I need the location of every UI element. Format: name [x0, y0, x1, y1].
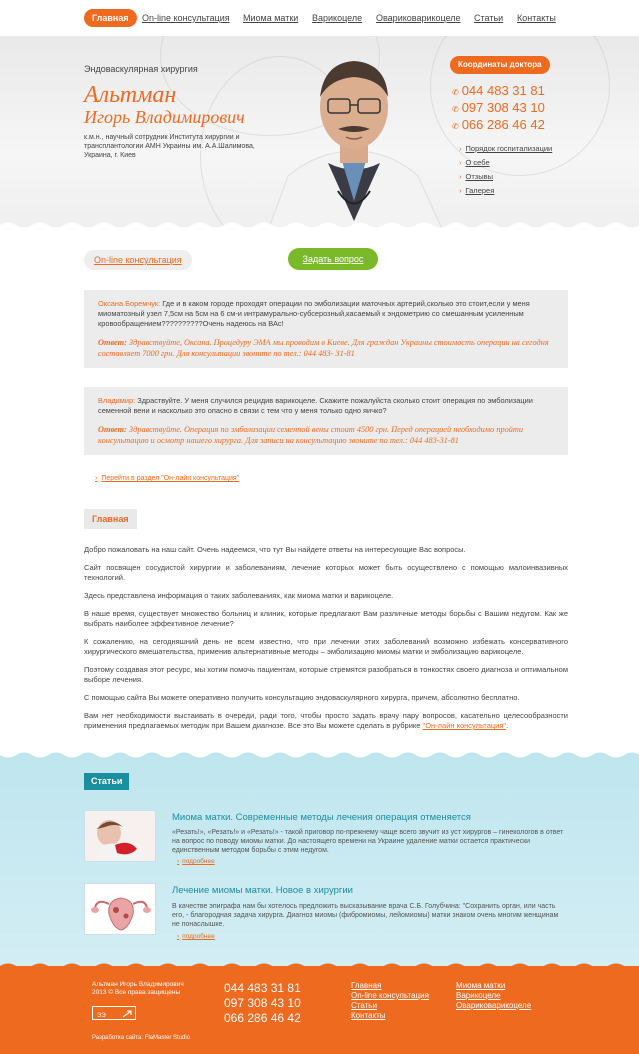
- main-paragraph: К сожалению, на сегодняшний день не всем известно, что при лечении этих заболеваний возможно избежать консервативного хирургического вмешательства, применив альтернативные методы – эмболизацию миомы матки и эмболизацию варикоцеле.: [84, 637, 568, 656]
- doctor-given-name: Игорь Владимирович: [84, 107, 245, 127]
- footer-phone[interactable]: 066 286 46 42: [224, 1011, 301, 1025]
- doctor-coordinates-button[interactable]: Координаты доктора: [450, 56, 550, 74]
- phone-number[interactable]: ✆ 044 483 31 81: [452, 83, 545, 100]
- qa-answer-label: Ответ:: [98, 425, 127, 434]
- main-paragraph: В наше время, существует множество больниц и клиник, которые предлагают Вам различные методы борьбы с Вашим недугом. Как же выбрать наиболее эффективное лечение?: [84, 609, 568, 628]
- link-hospitalization[interactable]: › Порядок госпитализации: [459, 142, 552, 156]
- main-paragraph: Сайт посвящен сосудистой хирургии и заболеваниям, лечение которых может быть осуществлено с помощью малоинвазивных технологий.: [84, 563, 568, 582]
- doctor-photo: [258, 51, 450, 230]
- qa-question-text: Здраствуйте. У меня случился рецидив варикоцеле. Скажите пожалуйста сколько стоит операция по эмболизации семенной вени и насколько это опасно в связи с тем что у меня только одно яичко?: [98, 396, 533, 415]
- header-phones: [452, 83, 545, 134]
- qa-answer: [98, 337, 554, 359]
- header-banner: [0, 36, 639, 230]
- developer-logo-text: ЭЭ: [97, 1013, 106, 1019]
- link-gallery[interactable]: › Галерея: [459, 184, 552, 198]
- article-more-link[interactable]: › подробнее: [177, 933, 215, 940]
- qa-author: Владимир:: [98, 396, 136, 405]
- doctor-bio: к.м.н., научный сотрудник Института хирургии и трансплантологии АМН Украины им. А.А.Шалимова, Украина, г. Киев: [84, 134, 255, 159]
- footer-link-myoma[interactable]: Миома матки: [456, 981, 506, 990]
- qa-author: Оксана Боремчук:: [98, 299, 161, 308]
- qa-question: [98, 299, 554, 329]
- footer-link-online[interactable]: On-line консультация: [351, 991, 429, 1000]
- articles-title: Статьи: [84, 773, 129, 790]
- main-text: [84, 545, 568, 739]
- qa-item: [84, 387, 568, 455]
- footer-phone[interactable]: 044 483 31 81: [224, 981, 301, 995]
- footer-link-contacts[interactable]: Контакты: [351, 1011, 386, 1020]
- footer-link-articles[interactable]: Статьи: [351, 1001, 377, 1010]
- header-subtitle: Эндоваскулярная хирургия: [84, 64, 198, 74]
- main-paragraph: Поэтому создавая этот ресурс, мы хотим помочь пациентам, которые стремятся разобраться в тонкостях своего диагноза и оптимальном выборе лечения.: [84, 665, 568, 684]
- qa-question-text: Где и в каком городе проходят операции по эмболизации маточных артерий,сколько это стоит,если у меня миоматозный узел 7,5см на 5см на 6 см-и интрамурально-субсерозный,касаемый к эндометрию со смешанным усиленным кровообращением??????????Очень надеюсь на ВАс!: [98, 299, 530, 328]
- online-consultation-inline-link[interactable]: "Он-лайн консультация": [422, 721, 507, 730]
- article-excerpt: «Резать!», «Резать!» и «Резать!» - такой приговор по-прежнему чаще всего звучит из уст хирургов – гинекологов в ответ на вопрос по поводу миомы матки. До настоящего времени на Украине удаление матки остается практически единственным методом борьбы с этим недугом.: [172, 829, 564, 854]
- footer-links-main: [351, 981, 429, 1021]
- header-links: [459, 142, 552, 198]
- ask-question-button[interactable]: Задать вопрос: [288, 248, 378, 270]
- main-paragraph-text: Вам нет необходимости выстаивать в очереди, ради того, чтобы просто задать врачу пару вопросов, касательно целесообразности применения предлагаемых методик при Вашем диагнозе. Все это Вы можете сделать в рубрике: [84, 711, 568, 730]
- go-to-online-consultation-link[interactable]: › Перейти в раздел "Он-лайн консультация": [95, 475, 239, 482]
- article-thumbnail[interactable]: [84, 883, 156, 935]
- footer-copyright: [92, 981, 184, 997]
- nav-online-consultation[interactable]: On-line консультация: [142, 13, 230, 23]
- qa-answer-text: Здравствуйте. Операция по эмболизации семенной вены стоит 4500 грн. Перед операцией необходимо пройти консультацию и осмотр нашего хирурга. Для записи на консультацию звоните по тел.: 044 483-31-81: [98, 425, 524, 445]
- footer-phones: [224, 981, 301, 1026]
- qa-answer: [98, 424, 554, 446]
- footer-owner: Альтман Игорь Владимирович: [92, 981, 184, 988]
- footer-link-home[interactable]: Главная: [351, 981, 382, 990]
- footer-developer: Разработка сайта: FlaMaster Studio: [92, 1035, 191, 1041]
- developer-logo[interactable]: [92, 1006, 136, 1020]
- header-wave-edge: [0, 220, 639, 230]
- footer: [0, 966, 639, 1054]
- footer-links-topics: [456, 981, 531, 1011]
- nav-articles[interactable]: Статьи: [474, 13, 504, 23]
- tab-online-consultation[interactable]: On-line консультация: [84, 250, 192, 270]
- nav-uterine-myoma[interactable]: Миома матки: [243, 13, 299, 23]
- main-paragraph: С помощью сайта Вы можете оперативно получить консультацию эндоваскулярного хирурга, причем, абсолютно бесплатно.: [84, 693, 520, 702]
- nav-contacts[interactable]: Контакты: [517, 13, 556, 23]
- phone-number[interactable]: ✆ 097 308 43 10: [452, 100, 545, 117]
- link-about[interactable]: › О себе: [459, 156, 552, 170]
- articles-section: [0, 750, 639, 966]
- nav-ovarian-varicocele[interactable]: Овариковарикоцеле: [376, 13, 461, 23]
- main-section-title: Главная: [84, 509, 137, 529]
- article-excerpt: В качестве эпиграфа нам бы хотелось предложить высказывание врача С.Б. Голубчина: "Сохранить орган, или часть его, - благородная задача хирурга. Диагноз миомы (фибромиомы, лейомиомы) матки знаком очень многим женщинам не понаслышке.: [172, 903, 559, 928]
- doctor-surname: Альтман: [84, 82, 177, 108]
- main-paragraph: Здесь представлена информация о таких заболеваниях, как миома матки и варикоцеле.: [84, 591, 394, 600]
- qa-item: [84, 290, 568, 368]
- nav-home[interactable]: Главная: [84, 9, 137, 27]
- phone-number[interactable]: ✆ 066 286 46 42: [452, 117, 545, 134]
- main-paragraph-end: .: [506, 721, 509, 730]
- footer-rights: 2013 © Все права защищены: [92, 989, 181, 996]
- footer-link-ovarian-varicocele[interactable]: Овариковарикоцеле: [456, 1001, 532, 1010]
- article-more-link[interactable]: › подробнее: [177, 858, 215, 865]
- doctor-name: [84, 84, 245, 128]
- article-title[interactable]: Миома матки. Современные методы лечения операция отменяется: [172, 812, 471, 823]
- main-paragraph: [84, 711, 568, 731]
- footer-phone[interactable]: 097 308 43 10: [224, 996, 301, 1010]
- article-thumbnail[interactable]: [84, 810, 156, 862]
- main-paragraph: Добро пожаловать на наш сайт. Очень надеемся, что тут Вы найдете ответы на интересующие Вас вопросы.: [84, 545, 466, 554]
- link-reviews[interactable]: › Отзывы: [459, 170, 552, 184]
- footer-wave-edge: [0, 961, 639, 971]
- top-nav: [0, 0, 639, 36]
- nav-varicocele[interactable]: Варикоцеле: [312, 13, 363, 23]
- qa-answer-label: Ответ:: [98, 338, 127, 347]
- article-title[interactable]: Лечение миомы матки. Новое в хирургии: [172, 885, 353, 896]
- footer-link-varicocele[interactable]: Варикоцеле: [456, 991, 501, 1000]
- qa-question: [98, 396, 554, 416]
- articles-wave-edge: [0, 750, 639, 760]
- qa-answer-text: Здравствуйте, Оксана. Процедуру ЭМА мы проводим в Киеве. Для граждан Украины стоимость операции на сегодня составляет 7000 грн. Для консультации звоните по тел.: 044 483- 31-81: [98, 338, 549, 358]
